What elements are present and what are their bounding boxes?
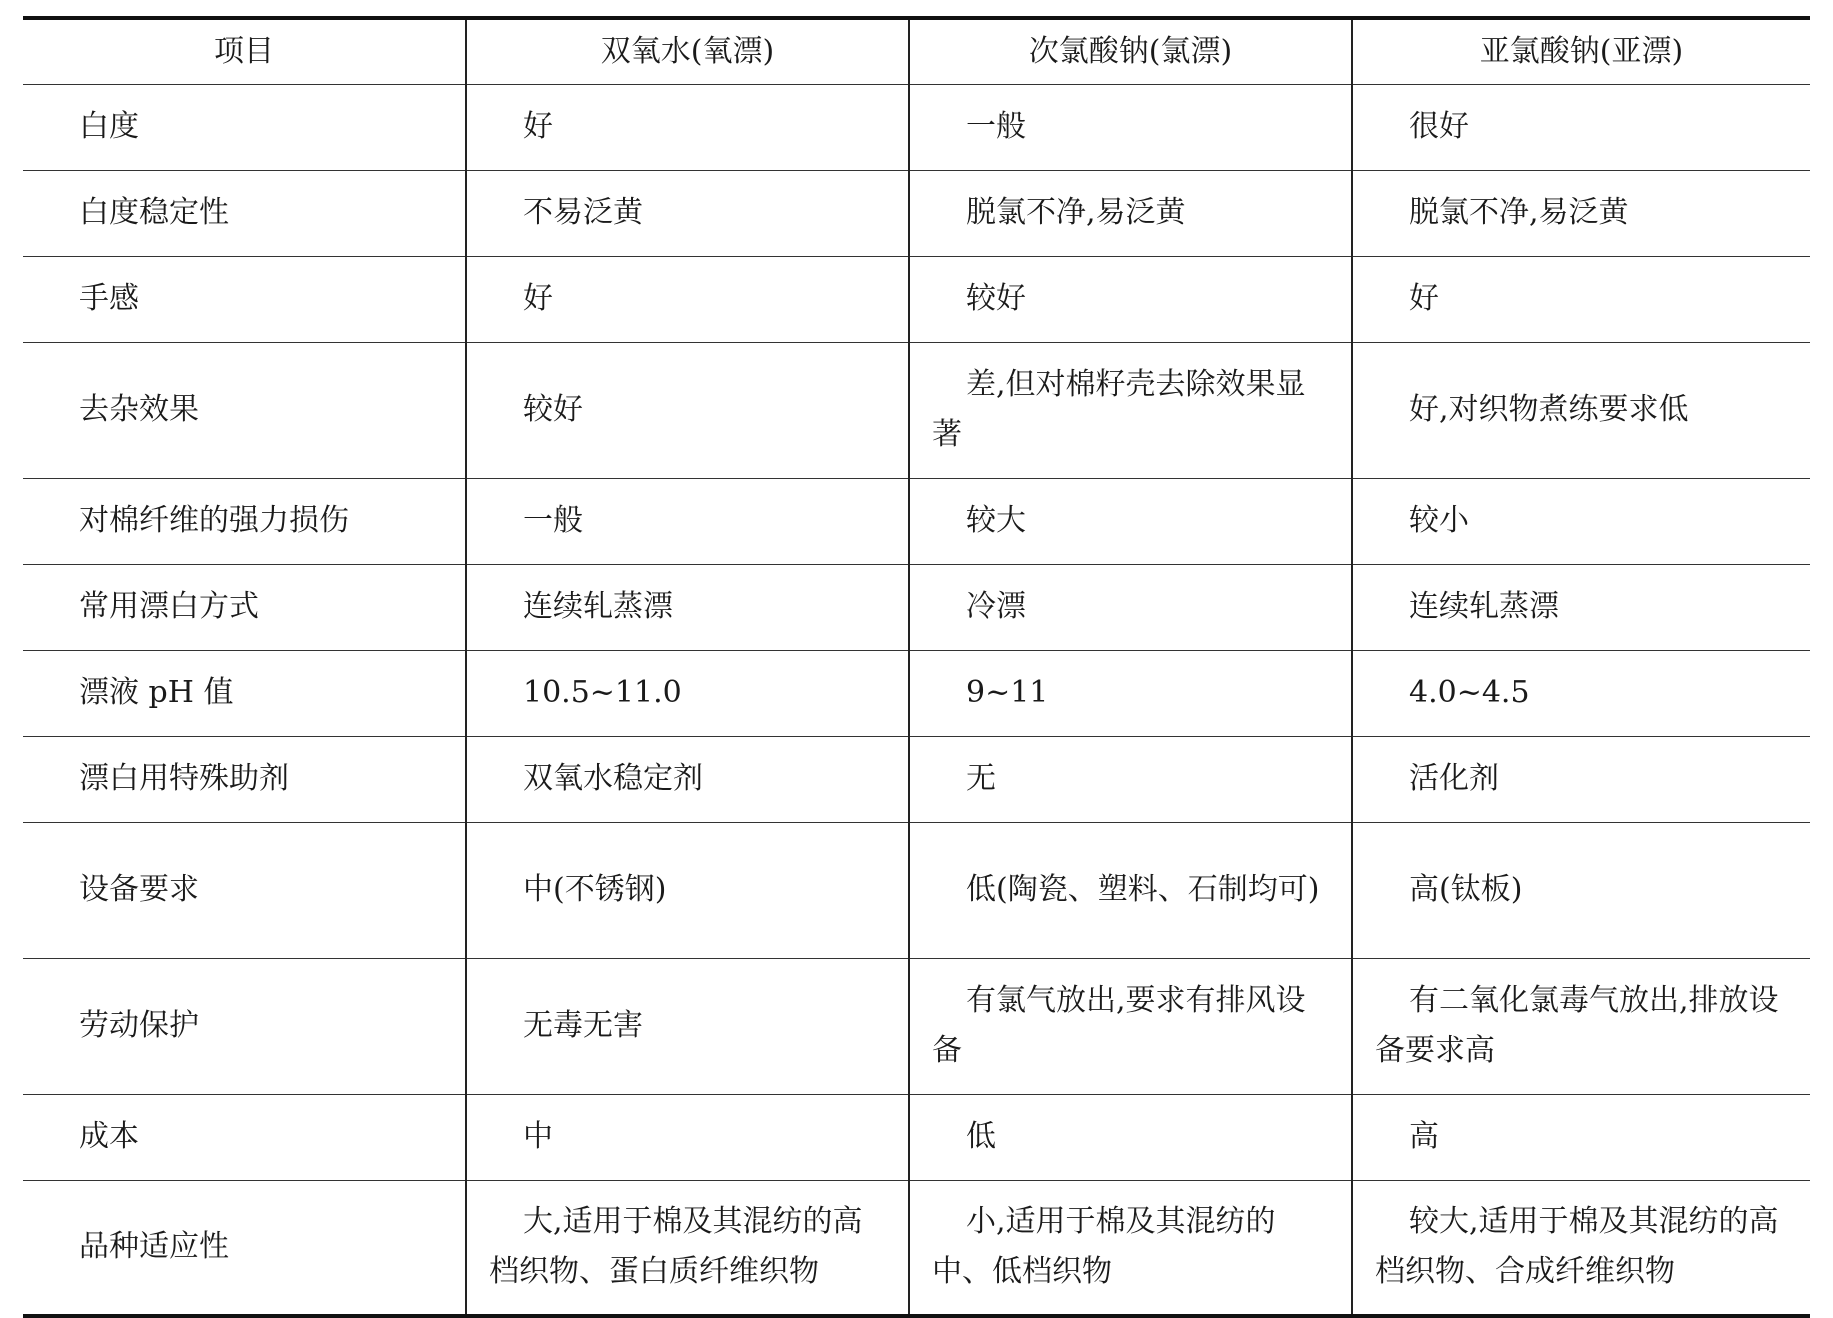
table-cell: 连续轧蒸漂 (1352, 564, 1810, 650)
table-cell: 很好 (1352, 84, 1810, 170)
table-row (23, 564, 1810, 650)
table-cell: 无 (909, 736, 1352, 822)
table-header-row (23, 18, 1810, 84)
bleaching-comparison-table (23, 16, 1810, 1318)
header-sodium-chlorite: 亚氯酸钠(亚漂) (1352, 18, 1810, 84)
table-cell: 冷漂 (909, 564, 1352, 650)
header-hydrogen-peroxide: 双氧水(氧漂) (466, 18, 909, 84)
table-row (23, 958, 1810, 1094)
header-sodium-hypochlorite: 次氯酸钠(氯漂) (909, 18, 1352, 84)
table-cell: 中(不锈钢) (466, 822, 909, 958)
row-label: 劳动保护 (23, 958, 466, 1094)
row-label: 漂液 pH 值 (23, 650, 466, 736)
row-label: 设备要求 (23, 822, 466, 958)
table-cell: 好 (466, 84, 909, 170)
row-label: 白度 (23, 84, 466, 170)
table-cell: 一般 (909, 84, 1352, 170)
table-row (23, 650, 1810, 736)
table-cell: 差,但对棉籽壳去除效果显著 (909, 342, 1352, 478)
header-item: 项目 (23, 18, 466, 84)
table-cell: 脱氯不净,易泛黄 (909, 170, 1352, 256)
table-cell: 低 (909, 1094, 1352, 1180)
table-row (23, 1180, 1810, 1316)
table-cell: 一般 (466, 478, 909, 564)
table-cell: 较小 (1352, 478, 1810, 564)
table-cell: 有二氧化氯毒气放出,排放设备要求高 (1352, 958, 1810, 1094)
table-cell: 脱氯不净,易泛黄 (1352, 170, 1810, 256)
table-cell: 连续轧蒸漂 (466, 564, 909, 650)
table-cell: 好,对织物煮练要求低 (1352, 342, 1810, 478)
table-row (23, 342, 1810, 478)
table-row (23, 1094, 1810, 1180)
table-cell: 中 (466, 1094, 909, 1180)
row-label: 手感 (23, 256, 466, 342)
row-label: 常用漂白方式 (23, 564, 466, 650)
row-label: 漂白用特殊助剂 (23, 736, 466, 822)
table-cell: 好 (466, 256, 909, 342)
row-label: 品种适应性 (23, 1180, 466, 1316)
row-label: 去杂效果 (23, 342, 466, 478)
table-cell: 较好 (466, 342, 909, 478)
table-cell: 较大 (909, 478, 1352, 564)
table-cell: 4.0~4.5 (1352, 650, 1810, 736)
table-cell: 好 (1352, 256, 1810, 342)
table-row (23, 256, 1810, 342)
table-cell: 较好 (909, 256, 1352, 342)
table-cell: 高 (1352, 1094, 1810, 1180)
table-cell: 无毒无害 (466, 958, 909, 1094)
table-cell: 不易泛黄 (466, 170, 909, 256)
row-label: 成本 (23, 1094, 466, 1180)
row-label: 对棉纤维的强力损伤 (23, 478, 466, 564)
table-row (23, 478, 1810, 564)
table-cell: 低(陶瓷、塑料、石制均可) (909, 822, 1352, 958)
table-cell: 高(钛板) (1352, 822, 1810, 958)
table-cell: 双氧水稳定剂 (466, 736, 909, 822)
table-cell: 有氯气放出,要求有排风设备 (909, 958, 1352, 1094)
table-cell: 10.5~11.0 (466, 650, 909, 736)
table-row (23, 170, 1810, 256)
table-row (23, 736, 1810, 822)
table-cell: 9~11 (909, 650, 1352, 736)
table-cell: 小,适用于棉及其混纺的中、低档织物 (909, 1180, 1352, 1316)
table-cell: 较大,适用于棉及其混纺的高档织物、合成纤维织物 (1352, 1180, 1810, 1316)
table-row (23, 822, 1810, 958)
table-cell: 活化剂 (1352, 736, 1810, 822)
row-label: 白度稳定性 (23, 170, 466, 256)
table-cell: 大,适用于棉及其混纺的高档织物、蛋白质纤维织物 (466, 1180, 909, 1316)
table-row (23, 84, 1810, 170)
